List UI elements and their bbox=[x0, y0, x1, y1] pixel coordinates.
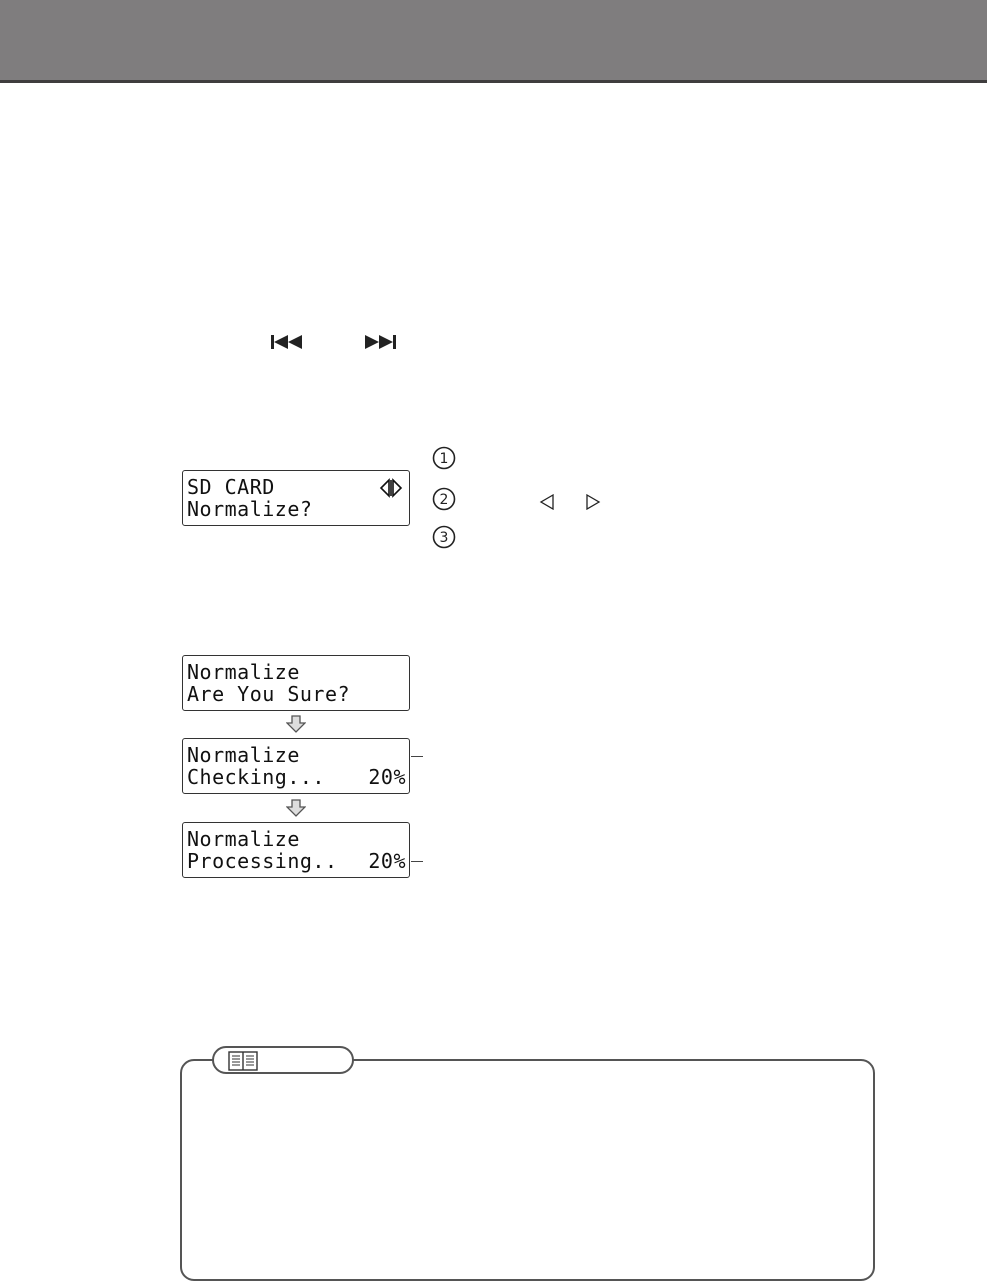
skip-back-icon bbox=[271, 334, 305, 350]
left-right-arrows-icon bbox=[379, 478, 403, 502]
svg-text:2: 2 bbox=[439, 492, 449, 508]
callout-leader-line bbox=[411, 861, 423, 862]
right-triangle-icon bbox=[585, 494, 601, 514]
progress-percent: 20% bbox=[368, 765, 406, 789]
page-header-band bbox=[0, 0, 987, 80]
note-box bbox=[180, 1059, 875, 1281]
callout-leader-line bbox=[411, 756, 423, 757]
lcd-processing bbox=[182, 822, 410, 878]
step-number-3 bbox=[432, 525, 456, 549]
lcd-confirm bbox=[182, 655, 410, 711]
skip-forward-icon bbox=[364, 334, 398, 350]
lcd-line-1: Normalize bbox=[187, 827, 300, 851]
lcd-line-1: Normalize bbox=[187, 743, 300, 767]
svg-text:1: 1 bbox=[439, 451, 449, 467]
book-icon bbox=[228, 1051, 258, 1075]
lcd-checking bbox=[182, 738, 410, 794]
step-number-1 bbox=[432, 446, 456, 470]
lcd-line-1: Normalize bbox=[187, 660, 300, 684]
left-triangle-icon bbox=[539, 494, 555, 514]
down-arrow-icon bbox=[286, 715, 306, 733]
lcd-normalize-menu bbox=[182, 470, 410, 526]
lcd-line-1: SD CARD bbox=[187, 475, 275, 499]
lcd-line-2: Checking... bbox=[187, 765, 325, 789]
step-number-2 bbox=[432, 487, 456, 511]
lcd-line-2: Are You Sure? bbox=[187, 682, 351, 706]
lcd-line-2: Processing.. bbox=[187, 849, 338, 873]
down-arrow-icon bbox=[286, 799, 306, 817]
lcd-line-2: Normalize? bbox=[187, 497, 313, 521]
progress-percent: 20% bbox=[368, 849, 406, 873]
page-header-rule bbox=[0, 80, 987, 83]
svg-text:3: 3 bbox=[439, 530, 449, 546]
note-tab bbox=[212, 1046, 354, 1074]
